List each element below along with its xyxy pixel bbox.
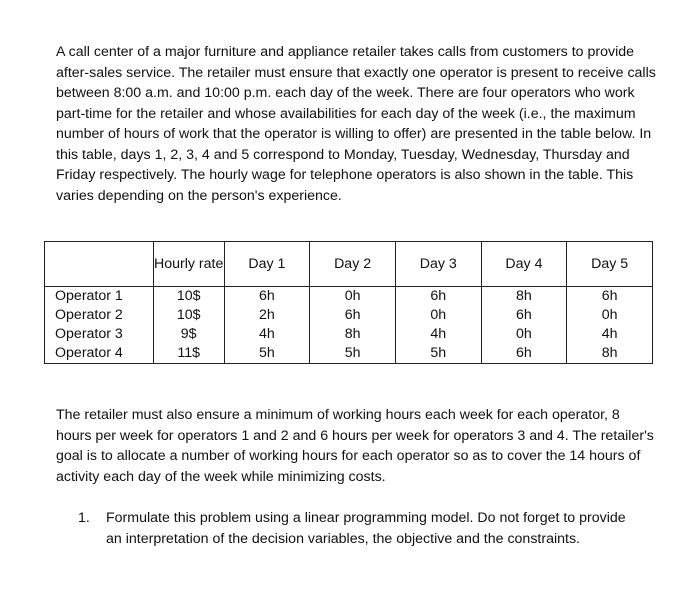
header-cell: Day 3 bbox=[395, 242, 481, 287]
header-cell: Day 5 bbox=[567, 242, 653, 287]
table-row bbox=[45, 287, 653, 307]
availability-cell: 8h bbox=[481, 287, 567, 307]
question-text: Formulate this problem using a linear programming model. Do not forget to provide an interpretation of the decision variables, the objective and the constraints. bbox=[106, 510, 626, 547]
availability-table bbox=[44, 241, 653, 364]
header-cell bbox=[45, 242, 154, 287]
availability-cell: 5h bbox=[395, 344, 481, 364]
header-cell: Hourly rate bbox=[153, 242, 224, 287]
availability-cell: 6h bbox=[395, 287, 481, 307]
availability-cell: 2h bbox=[224, 306, 310, 325]
header-cell: Day 1 bbox=[224, 242, 310, 287]
question-number: 1. bbox=[78, 510, 90, 526]
hourly-rate: 10$ bbox=[153, 306, 224, 325]
availability-cell: 6h bbox=[224, 287, 310, 307]
hourly-rate: 9$ bbox=[153, 325, 224, 344]
availability-cell: 8h bbox=[567, 344, 653, 364]
table-row bbox=[45, 306, 653, 325]
availability-cell: 0h bbox=[567, 306, 653, 325]
table-row bbox=[45, 325, 653, 344]
intro-paragraph: A call center of a major furniture and appliance retailer takes calls from customers to provide after-sales service. The retailer must ensure that exactly one operator is present to receive calls between 8:00 a.m. and 10:00 p.m. each day of the week. There are four operators who work part-time for the retailer and whose availabilities for each day of the week (i.e., the maximum number of hours of work that the operator is willing to offer) are presented in the table below. In this table, days 1, 2, 3, 4 and 5 correspond to Monday, Tuesday, Wednesday, Thursday and Friday respectively. The hourly wage for telephone operators is also shown in the table. This varies depending on the person's experience. bbox=[56, 44, 656, 204]
question-item bbox=[78, 508, 638, 549]
operator-name: Operator 3 bbox=[45, 325, 154, 344]
availability-cell: 5h bbox=[224, 344, 310, 364]
availability-cell: 6h bbox=[481, 306, 567, 325]
operator-name: Operator 2 bbox=[45, 306, 154, 325]
table-header-row bbox=[45, 242, 653, 287]
table-row bbox=[45, 344, 653, 364]
availability-cell: 0h bbox=[310, 287, 396, 307]
operator-name: Operator 4 bbox=[45, 344, 154, 364]
availability-cell: 6h bbox=[310, 306, 396, 325]
availability-cell: 8h bbox=[310, 325, 396, 344]
availability-cell: 4h bbox=[567, 325, 653, 344]
availability-cell: 5h bbox=[310, 344, 396, 364]
availability-cell: 0h bbox=[481, 325, 567, 344]
availability-cell: 6h bbox=[481, 344, 567, 364]
availability-cell: 6h bbox=[567, 287, 653, 307]
availability-cell: 0h bbox=[395, 306, 481, 325]
availability-cell: 4h bbox=[395, 325, 481, 344]
header-cell: Day 4 bbox=[481, 242, 567, 287]
header-cell: Day 2 bbox=[310, 242, 396, 287]
operator-name: Operator 1 bbox=[45, 287, 154, 307]
availability-cell: 4h bbox=[224, 325, 310, 344]
constraints-paragraph: The retailer must also ensure a minimum of working hours each week for each operator, 8 hours per week for operators 1 and 2 and 6 hours per week for operators 3 and 4. The retailer's goal is to allocate a number of working hours for each operator so as to cover the 14 hours of activity each day of the week while minimizing costs. bbox=[56, 407, 654, 485]
hourly-rate: 11$ bbox=[153, 344, 224, 364]
hourly-rate: 10$ bbox=[153, 287, 224, 307]
